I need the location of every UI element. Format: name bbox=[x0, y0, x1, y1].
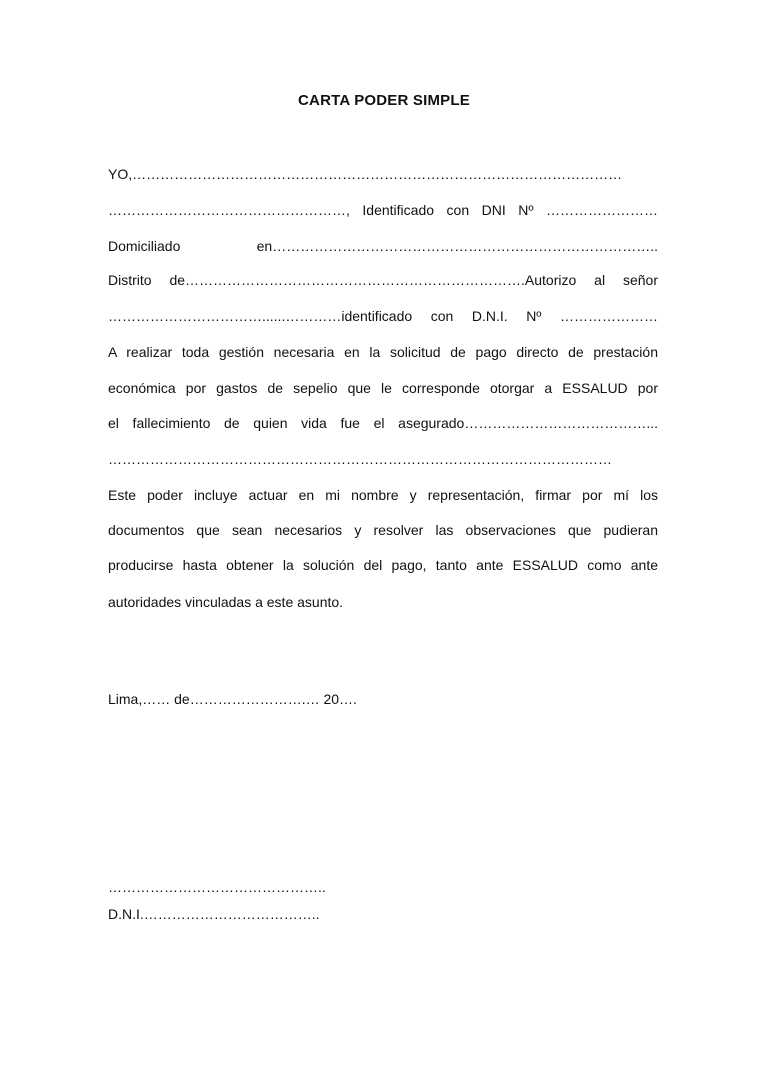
text-line-body-2: económica por gastos de sepelio que le corresponde otorgar a ESSALUD por bbox=[108, 380, 658, 396]
text-line-dni: ……………………………………………, Identificado con DNI Nº …………………… bbox=[108, 202, 658, 218]
text-line-body-4: Este poder incluye actuar en mi nombre y representación, firmar por mí los bbox=[108, 487, 658, 503]
text-line-body-7: autoridades vinculadas a este asunto. bbox=[108, 594, 344, 610]
text-line-blank: ……………………………………………………………………………………………… bbox=[108, 451, 612, 467]
text-line-body-5: documentos que sean necesarios y resolver las observaciones que pudieran bbox=[108, 522, 658, 538]
text-line-body-6: producirse hasta obtener la solución del pago, tanto ante ESSALUD como ante bbox=[108, 557, 658, 573]
dni-signature-line: D.N.I.……………………………….. bbox=[108, 906, 320, 922]
text-line-autorizado: ……………………………......…………identificado con D.N.I. Nº ………………… bbox=[108, 308, 658, 324]
signature-line: ……………………………………….. bbox=[108, 879, 326, 895]
date-line: Lima,…… de…………………….… 20…. bbox=[108, 691, 357, 707]
document-title: CARTA PODER SIMPLE bbox=[298, 92, 470, 109]
text-line-yo: YO,…………………………………………………………………………………………… bbox=[108, 166, 623, 182]
text-line-body-3: el fallecimiento de quien vida fue el asegurado…………………………………... bbox=[108, 415, 658, 431]
text-line-distrito: Distrito de……………………………………………………………….Autorizo al señor bbox=[108, 272, 658, 288]
text-line-body-1: A realizar toda gestión necesaria en la solicitud de pago directo de prestación bbox=[108, 344, 658, 360]
text-line-domicilio: Domiciliado en……………………………………………………………………….. bbox=[108, 238, 658, 254]
